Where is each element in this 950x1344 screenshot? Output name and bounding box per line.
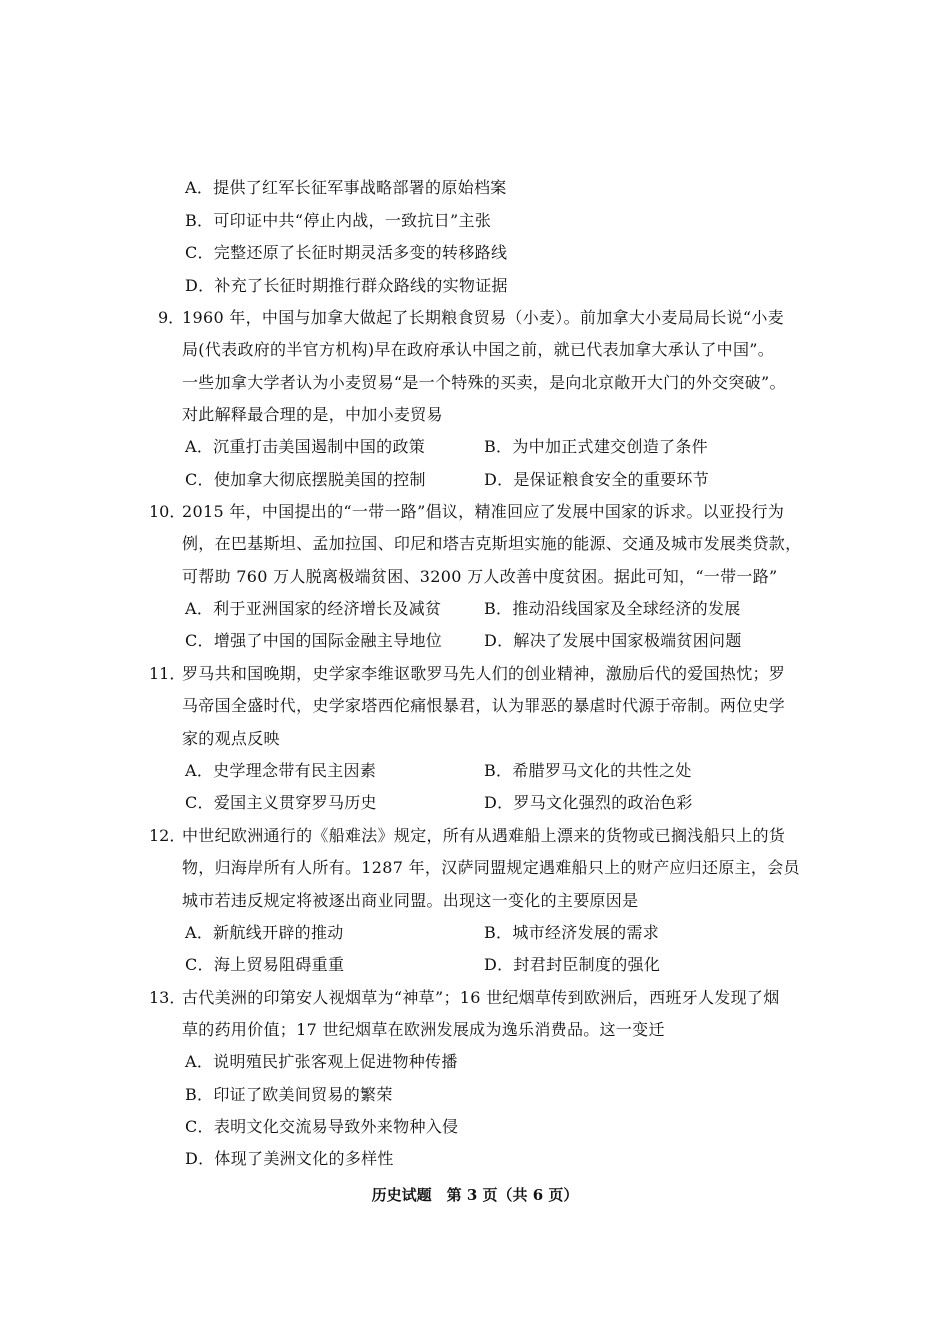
q11-stem-line-2: 马帝国全盛时代，史学家塔西佗痛恨暴君，认为罪恶的暴虐时代源于帝制。两位史学 (182, 696, 786, 715)
q12-stem-line-3: 城市若违反规定将被逐出商业同盟。出现这一变化的主要原因是 (182, 891, 639, 910)
q13-option-d: D．体现了美洲文化的多样性 (185, 1149, 394, 1168)
q9-option-c: C．使加拿大彻底摆脱美国的控制 (185, 470, 426, 489)
q8-option-a: A．提供了红军长征军事战略部署的原始档案 (185, 178, 507, 197)
q9-option-b: B．为中加正式建交创造了条件 (484, 437, 708, 456)
q10-option-d: D．解决了发展中国家极端贫困问题 (484, 631, 742, 650)
q9-stem-line-1: 1960 年，中国与加拿大做起了长期粮食贸易（小麦）。前加拿大小麦局局长说“小麦 (182, 308, 784, 327)
q9-stem-line-3: 一些加拿大学者认为小麦贸易“是一个特殊的买卖，是向北京敞开大门的外交突破”。 (182, 373, 786, 392)
q13-number: 13． (149, 988, 186, 1007)
q11-option-b: B．希腊罗马文化的共性之处 (484, 761, 692, 780)
q12-option-a: A．新航线开辟的推动 (185, 923, 344, 942)
q11-option-a: A．史学理念带有民主因素 (185, 761, 377, 780)
q10-number: 10． (149, 502, 186, 521)
q11-stem-line-3: 家的观点反映 (182, 729, 280, 748)
q13-stem-line-1: 古代美洲的印第安人视烟草为“神草”；16 世纪烟草传到欧洲后，西班牙人发现了烟 (182, 988, 780, 1007)
q12-option-c: C．海上贸易阻碍重重 (185, 955, 345, 974)
q13-option-b: B．印证了欧美间贸易的繁荣 (185, 1085, 393, 1104)
q12-stem-line-1: 中世纪欧洲通行的《船难法》规定，所有从遇难船上漂来的货物或已搁浅船只上的货 (182, 826, 786, 845)
q9-stem-line-2: 局(代表政府的半官方机构)早在政府承认中国之前，就已代表加拿大承认了中国”。 (182, 340, 775, 359)
page-footer: 历史试题 第 3 页（共 6 页） (371, 1186, 579, 1204)
q8-option-c: C．完整还原了长征时期灵活多变的转移路线 (185, 243, 508, 262)
q9-number: 9． (158, 308, 185, 327)
q11-option-c: C．爱国主义贯穿罗马历史 (185, 793, 377, 812)
q9-stem-line-4: 对此解释最合理的是，中加小麦贸易 (182, 405, 443, 424)
q11-number: 11． (149, 664, 186, 683)
q10-stem-line-2: 例，在巴基斯坦、孟加拉国、印尼和塔吉克斯坦实施的能源、交通及城市发展类贷款， (182, 534, 802, 553)
q8-option-b: B．可印证中共“停止内战，一致抗日”主张 (185, 211, 492, 230)
q8-option-d: D．补充了长征时期推行群众路线的实物证据 (185, 276, 508, 295)
q11-option-d: D．罗马文化强烈的政治色彩 (484, 793, 693, 812)
q13-option-c: C．表明文化交流易导致外来物种入侵 (185, 1117, 459, 1136)
q10-option-a: A．利于亚洲国家的经济增长及减贫 (185, 599, 442, 618)
q13-option-a: A．说明殖民扩张客观上促进物种传播 (185, 1052, 458, 1071)
q10-option-c: C．增强了中国的国际金融主导地位 (185, 631, 443, 650)
q9-option-d: D．是保证粮食安全的重要环节 (484, 470, 710, 489)
q10-stem-line-3: 可帮助 760 万人脱离极端贫困、3200 万人改善中度贫困。据此可知，“一带一路” (182, 567, 778, 586)
q10-stem-line-1: 2015 年，中国提出的“一带一路”倡议，精准回应了发展中国家的诉求。以亚投行为 (182, 502, 785, 521)
q13-stem-line-2: 草的药用价值；17 世纪烟草在欧洲发展成为逸乐消费品。这一变迁 (182, 1020, 665, 1039)
q10-option-b: B．推动沿线国家及全球经济的发展 (484, 599, 741, 618)
q9-option-a: A．沉重打击美国遏制中国的政策 (185, 437, 426, 456)
q12-option-d: D．封君封臣制度的强化 (484, 955, 661, 974)
q12-stem-line-2: 物，归海岸所有人所有。1287 年，汉萨同盟规定遇难船只上的财产应归还原主，会员 (182, 858, 800, 877)
q12-option-b: B．城市经济发展的需求 (484, 923, 660, 942)
q11-stem-line-1: 罗马共和国晚期，史学家李维讴歌罗马先人们的创业精神，激励后代的爱国热忱；罗 (182, 664, 786, 683)
q12-number: 12． (149, 826, 186, 845)
